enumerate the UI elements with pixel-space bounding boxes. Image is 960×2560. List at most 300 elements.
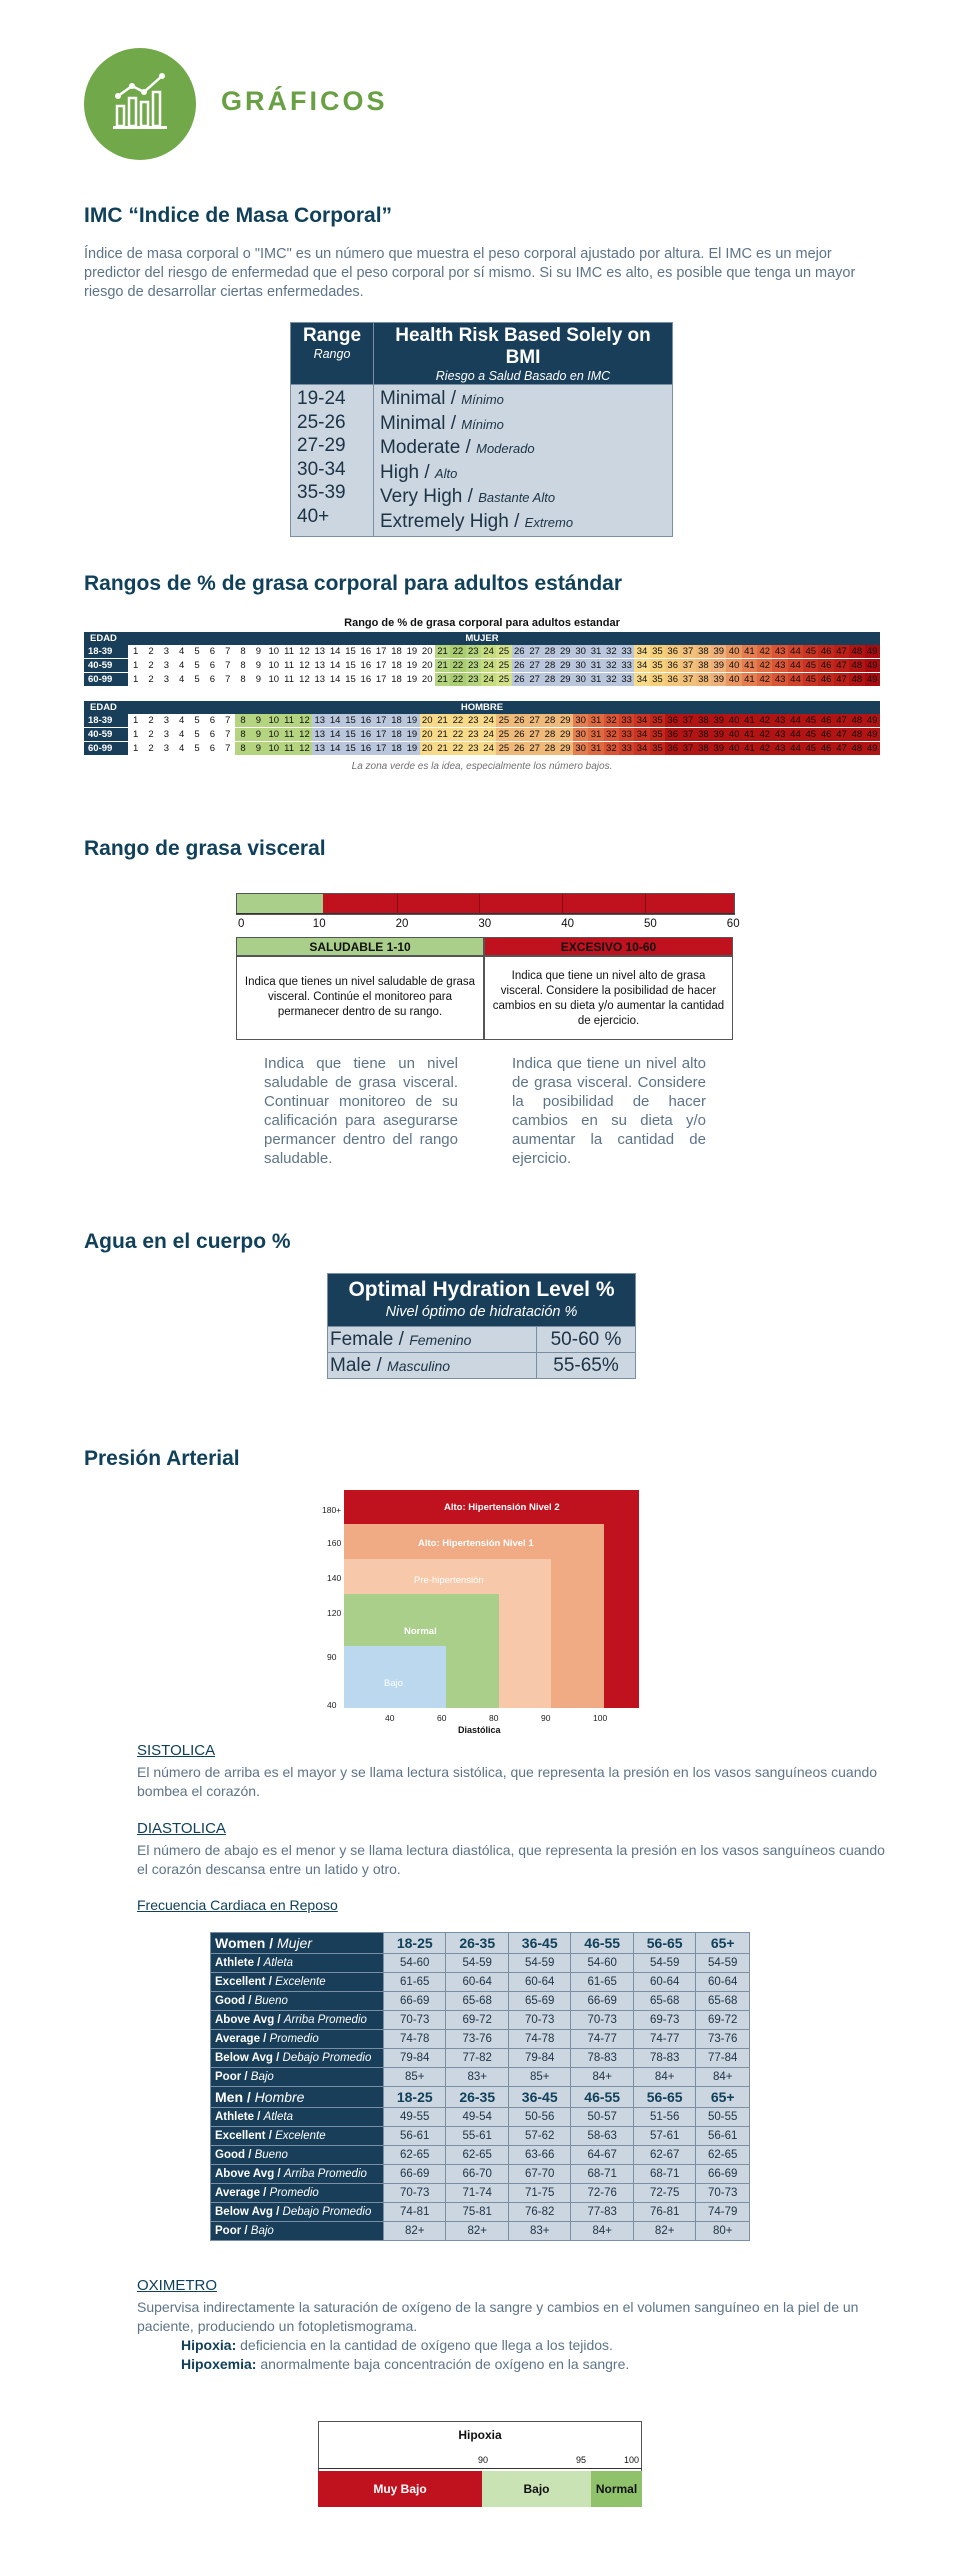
fat-cell: 4 xyxy=(174,742,189,755)
fat-cell: 40 xyxy=(726,673,741,686)
fat-cell: 30 xyxy=(573,659,588,672)
fat-cell: 27 xyxy=(527,645,542,658)
fat-cell: 39 xyxy=(711,742,726,755)
fat-cell: 38 xyxy=(696,728,711,741)
fat-cell: 37 xyxy=(680,742,695,755)
fat-cell: 20 xyxy=(420,714,435,727)
fat-cell: 13 xyxy=(312,728,327,741)
heart-rate-cell: 54-59 xyxy=(446,1954,508,1973)
fat-row xyxy=(84,645,880,658)
fat-group-label: MUJER xyxy=(465,633,499,644)
bp-y-tick: 180+ xyxy=(322,1505,342,1515)
heart-rate-cell: 84+ xyxy=(696,2068,750,2087)
visceral-tick: 50 xyxy=(644,918,657,930)
bp-label-stage1: Alto: Hipertensión Nivel 1 xyxy=(418,1538,534,1549)
fat-cell: 8 xyxy=(235,714,250,727)
heart-rate-cell: 66-69 xyxy=(384,1992,446,2011)
heart-rate-row-label: Above Avg / Arriba Promedio xyxy=(211,2011,384,2030)
bmi-header-range: Range Rango xyxy=(291,323,374,385)
heart-rate-cell: 54-59 xyxy=(633,1954,695,1973)
visceral-bar xyxy=(236,893,735,915)
visceral-heading: Rango de grasa visceral xyxy=(84,837,326,860)
heart-rate-cell: 72-76 xyxy=(571,2184,633,2203)
heart-rate-cell: 77-84 xyxy=(696,2049,750,2068)
heart-rate-table xyxy=(210,1932,750,2241)
heart-rate-cell: 58-63 xyxy=(571,2127,633,2146)
fat-cell: 27 xyxy=(527,728,542,741)
fat-cell: 3 xyxy=(159,714,174,727)
fat-cell: 41 xyxy=(742,742,757,755)
fat-cell: 13 xyxy=(312,742,327,755)
heart-rate-cell: 85+ xyxy=(508,2068,570,2087)
heart-rate-row xyxy=(211,2068,750,2087)
heart-rate-group-header xyxy=(211,2087,750,2108)
fat-cell: 18 xyxy=(389,673,404,686)
fat-cell: 5 xyxy=(189,742,204,755)
fat-cell: 5 xyxy=(189,645,204,658)
heart-rate-cell: 56-61 xyxy=(696,2127,750,2146)
fat-cell: 45 xyxy=(803,645,818,658)
fat-cell: 12 xyxy=(297,714,312,727)
water-heading: Agua en el cuerpo % xyxy=(84,1230,291,1253)
hydration-row xyxy=(328,1327,636,1353)
fat-cell: 35 xyxy=(650,673,665,686)
bp-y-tick: 40 xyxy=(327,1700,337,1710)
bmi-range-value: 27-29 xyxy=(297,435,346,456)
visceral-bar-healthy xyxy=(237,894,323,914)
heart-rate-group-header xyxy=(211,1933,750,1954)
heart-rate-cell: 65-68 xyxy=(446,1992,508,2011)
heart-rate-row-label: Excellent / Excelente xyxy=(211,2127,384,2146)
fat-cell: 44 xyxy=(788,673,803,686)
fat-cell: 6 xyxy=(205,714,220,727)
fat-cell: 31 xyxy=(588,673,603,686)
fat-cell: 19 xyxy=(404,645,419,658)
fat-cell: 3 xyxy=(159,673,174,686)
heart-rate-age-col: 26-35 xyxy=(446,1933,508,1954)
fat-cell: 45 xyxy=(803,728,818,741)
fat-cell: 3 xyxy=(159,659,174,672)
fat-cell: 29 xyxy=(558,728,573,741)
fat-cell: 37 xyxy=(680,673,695,686)
heart-rate-cell: 75-81 xyxy=(446,2203,508,2222)
fat-cell: 17 xyxy=(374,728,389,741)
hydration-value: 55-65% xyxy=(537,1353,636,1379)
heart-rate-cell: 72-75 xyxy=(633,2184,695,2203)
heart-rate-cell: 82+ xyxy=(384,2222,446,2241)
heart-rate-cell: 84+ xyxy=(571,2222,633,2241)
fat-cell: 13 xyxy=(312,714,327,727)
heart-rate-row xyxy=(211,2184,750,2203)
fat-cell: 9 xyxy=(251,742,266,755)
fat-row xyxy=(84,673,880,686)
fat-cell: 22 xyxy=(450,645,465,658)
fat-cell: 30 xyxy=(573,645,588,658)
fat-cell: 1 xyxy=(128,728,143,741)
fat-cell: 29 xyxy=(558,742,573,755)
fat-cell: 10 xyxy=(266,742,281,755)
heart-rate-cell: 71-74 xyxy=(446,2184,508,2203)
fat-cell: 31 xyxy=(588,742,603,755)
fat-heading: Rangos de % de grasa corporal para adultos estándar xyxy=(84,572,622,595)
fat-cell: 30 xyxy=(573,728,588,741)
fat-cell: 46 xyxy=(818,659,833,672)
heart-rate-cell: 69-72 xyxy=(696,2011,750,2030)
bp-x-tick: 40 xyxy=(385,1713,395,1723)
fat-cell: 45 xyxy=(803,742,818,755)
fat-cell: 47 xyxy=(834,659,849,672)
fat-cell: 8 xyxy=(235,659,250,672)
fat-cell: 41 xyxy=(742,728,757,741)
fat-cell: 15 xyxy=(343,742,358,755)
bp-label-pre: Pre-hipertensión xyxy=(414,1575,484,1586)
heart-rate-cell: 49-55 xyxy=(384,2108,446,2127)
heart-rate-cell: 74-77 xyxy=(571,2030,633,2049)
imc-heading: IMC “Indice de Masa Corporal” xyxy=(84,204,393,227)
fat-cell: 17 xyxy=(374,742,389,755)
fat-cell: 44 xyxy=(788,742,803,755)
fat-cell: 20 xyxy=(420,742,435,755)
fat-cell: 37 xyxy=(680,659,695,672)
fat-cell: 39 xyxy=(711,659,726,672)
fat-cell: 42 xyxy=(757,659,772,672)
heart-rate-cell: 83+ xyxy=(508,2222,570,2241)
fat-cell: 31 xyxy=(588,659,603,672)
visceral-tick: 0 xyxy=(238,918,245,930)
heart-rate-cell: 65-68 xyxy=(696,1992,750,2011)
heart-rate-cell: 70-73 xyxy=(384,2184,446,2203)
heart-rate-cell: 77-82 xyxy=(446,2049,508,2068)
fat-age-label: 18-39 xyxy=(84,645,128,658)
fat-cell: 46 xyxy=(818,742,833,755)
heart-rate-cell: 68-71 xyxy=(633,2165,695,2184)
hypoxia-tick-95: 95 xyxy=(576,2455,587,2465)
fat-cell: 34 xyxy=(634,728,649,741)
heart-rate-cell: 74-79 xyxy=(696,2203,750,2222)
heart-rate-age-col: 56-65 xyxy=(633,2087,695,2108)
heart-rate-cell: 50-57 xyxy=(571,2108,633,2127)
fat-cell: 18 xyxy=(389,728,404,741)
heart-rate-cell: 60-64 xyxy=(446,1973,508,1992)
heart-rate-cell: 74-78 xyxy=(384,2030,446,2049)
fat-cell: 16 xyxy=(358,728,373,741)
fat-cell: 34 xyxy=(634,645,649,658)
fat-row xyxy=(84,728,880,741)
fat-cell: 35 xyxy=(650,659,665,672)
fat-cell: 33 xyxy=(619,659,634,672)
fat-cell: 19 xyxy=(404,714,419,727)
diastolic-text: El número de abajo es el menor y se llama lectura diastólica, que representa la presión en los vasos sanguíneos cuando el corazón descansa entre un latido y otro. xyxy=(137,1842,885,1877)
fat-row xyxy=(84,659,880,672)
fat-cell: 21 xyxy=(435,728,450,741)
fat-cell: 5 xyxy=(189,673,204,686)
fat-cell: 31 xyxy=(588,728,603,741)
heart-rate-cell: 54-60 xyxy=(384,1954,446,1973)
logo xyxy=(84,48,196,160)
fat-cell: 25 xyxy=(496,742,511,755)
fat-age-label: 60-99 xyxy=(84,742,128,755)
fat-cell: 18 xyxy=(389,645,404,658)
fat-cell: 23 xyxy=(466,728,481,741)
fat-cell: 38 xyxy=(696,714,711,727)
fat-cell: 1 xyxy=(128,673,143,686)
fat-cell: 36 xyxy=(665,659,680,672)
bp-y-tick: 90 xyxy=(327,1652,337,1662)
fat-cell: 34 xyxy=(634,714,649,727)
heart-rate-row-label: Average / Promedio xyxy=(211,2184,384,2203)
fat-cell: 48 xyxy=(849,645,864,658)
fat-cell: 46 xyxy=(818,728,833,741)
fat-cell: 41 xyxy=(742,659,757,672)
fat-cell: 3 xyxy=(159,728,174,741)
oximetro-text: Supervisa indirectamente la saturación de oxígeno de la sangre y cambios en el volumen sanguíneo en la piel de un paciente, produciendo un fotopletismograma. xyxy=(137,2299,859,2334)
fat-cell: 10 xyxy=(266,645,281,658)
fat-cell: 40 xyxy=(726,659,741,672)
fat-cell: 22 xyxy=(450,742,465,755)
fat-cell: 43 xyxy=(772,673,787,686)
heart-rate-cell: 54-59 xyxy=(696,1954,750,1973)
heart-rate-cell: 56-61 xyxy=(384,2127,446,2146)
fat-cell: 46 xyxy=(818,673,833,686)
hipoxemia-line: Hipoxemia: anormalmente baja concentración de oxígeno en la sangre. xyxy=(181,2356,630,2372)
fat-cell: 18 xyxy=(389,659,404,672)
heart-rate-cell: 57-61 xyxy=(633,2127,695,2146)
heart-rate-cell: 66-69 xyxy=(696,2165,750,2184)
heart-rate-cell: 64-67 xyxy=(571,2146,633,2165)
fat-cell: 27 xyxy=(527,714,542,727)
bp-x-tick: 80 xyxy=(489,1713,499,1723)
heart-rate-cell: 78-83 xyxy=(633,2049,695,2068)
fat-cell: 14 xyxy=(327,728,342,741)
fat-cell: 29 xyxy=(558,673,573,686)
heart-rate-cell: 63-66 xyxy=(508,2146,570,2165)
fat-cell: 36 xyxy=(665,645,680,658)
heart-rate-row-label: Athlete / Atleta xyxy=(211,2108,384,2127)
bp-y-tick: 120 xyxy=(327,1608,342,1618)
fat-cell: 11 xyxy=(281,659,296,672)
heart-rate-row xyxy=(211,2146,750,2165)
heart-rate-cell: 62-65 xyxy=(384,2146,446,2165)
fat-cell: 17 xyxy=(374,714,389,727)
fat-cell: 10 xyxy=(266,673,281,686)
fat-cell: 46 xyxy=(818,714,833,727)
fat-cell: 23 xyxy=(466,659,481,672)
heart-rate-cell: 57-62 xyxy=(508,2127,570,2146)
fat-cell: 26 xyxy=(512,742,527,755)
fat-cell: 43 xyxy=(772,742,787,755)
bmi-risk-value: Very High / Bastante Alto xyxy=(380,486,556,507)
fat-cell: 28 xyxy=(542,714,557,727)
heart-rate-cell: 73-76 xyxy=(446,2030,508,2049)
fat-cell: 18 xyxy=(389,742,404,755)
heart-rate-cell: 70-73 xyxy=(571,2011,633,2030)
fat-cell: 43 xyxy=(772,659,787,672)
fat-cell: 13 xyxy=(312,659,327,672)
fat-cell: 17 xyxy=(374,673,389,686)
fat-cell: 27 xyxy=(527,659,542,672)
fat-cell: 45 xyxy=(803,714,818,727)
heart-rate-row xyxy=(211,2203,750,2222)
fat-cell: 28 xyxy=(542,659,557,672)
fat-group-label: HOMBRE xyxy=(460,702,504,713)
fat-cell: 2 xyxy=(143,645,158,658)
fat-cell: 4 xyxy=(174,645,189,658)
fat-cell: 22 xyxy=(450,714,465,727)
heart-rate-cell: 80+ xyxy=(696,2222,750,2241)
heart-rate-cell: 66-70 xyxy=(446,2165,508,2184)
fat-cell: 32 xyxy=(604,673,619,686)
heart-rate-cell: 82+ xyxy=(446,2222,508,2241)
fat-age-label: 40-59 xyxy=(84,659,128,672)
fat-cell: 34 xyxy=(634,742,649,755)
fat-cell: 20 xyxy=(420,645,435,658)
fat-cell: 33 xyxy=(619,742,634,755)
fat-cell: 40 xyxy=(726,728,741,741)
fat-cell: 26 xyxy=(512,728,527,741)
bp-y-tick: 160 xyxy=(327,1538,342,1548)
fat-cell: 26 xyxy=(512,659,527,672)
fat-cell: 11 xyxy=(281,742,296,755)
heart-rate-cell: 51-56 xyxy=(633,2108,695,2127)
heart-rate-row xyxy=(211,2222,750,2241)
fat-cell: 5 xyxy=(189,714,204,727)
heart-rate-cell: 76-81 xyxy=(633,2203,695,2222)
bmi-risk-value: High / Alto xyxy=(380,461,458,483)
fat-cell: 21 xyxy=(435,714,450,727)
heart-rate-cell: 66-69 xyxy=(571,1992,633,2011)
heart-rate-cell: 61-65 xyxy=(384,1973,446,1992)
fat-cell: 9 xyxy=(251,673,266,686)
fat-cell: 4 xyxy=(174,714,189,727)
heart-rate-cell: 71-75 xyxy=(508,2184,570,2203)
fat-cell: 5 xyxy=(189,728,204,741)
heart-rate-row xyxy=(211,2011,750,2030)
heart-rate-cell: 79-84 xyxy=(508,2049,570,2068)
heart-rate-age-col: 36-45 xyxy=(508,2087,570,2108)
heart-rate-cell: 62-65 xyxy=(446,2146,508,2165)
fat-cell: 25 xyxy=(496,714,511,727)
heart-rate-age-col: 56-65 xyxy=(633,1933,695,1954)
fat-cell: 47 xyxy=(834,673,849,686)
fat-cell: 35 xyxy=(650,728,665,741)
bmi-range-value: 25-26 xyxy=(297,411,346,433)
fat-cell: 12 xyxy=(297,673,312,686)
visceral-healthy-box: Indica que tienes un nivel saludable de grasa visceral. Continúe el monitoreo para permanecer dentro de su rango. xyxy=(236,956,484,1040)
hypoxia-title: Hipoxia xyxy=(458,2428,502,2442)
fat-cell: 49 xyxy=(865,728,880,741)
heart-rate-cell: 85+ xyxy=(384,2068,446,2087)
heart-rate-cell: 70-73 xyxy=(696,2184,750,2203)
fat-cell: 24 xyxy=(481,728,496,741)
visceral-healthy-desc: Indica que tiene un nivel saludable de grasa visceral. Continuar monitoreo de su calificación para asegurarse permancer dentro del rango saludable. xyxy=(264,1055,458,1167)
heart-rate-row-label: Good / Bueno xyxy=(211,2146,384,2165)
diastolic-title: DIASTOLICA xyxy=(137,1820,226,1837)
hydration-header: Optimal Hydration Level % Nivel óptimo de hidratación % xyxy=(328,1274,636,1327)
fat-cell: 43 xyxy=(772,645,787,658)
fat-cell: 3 xyxy=(159,645,174,658)
fat-cell: 47 xyxy=(834,742,849,755)
fat-cell: 15 xyxy=(343,673,358,686)
fat-cell: 35 xyxy=(650,645,665,658)
fat-cell: 9 xyxy=(251,659,266,672)
fat-cell: 14 xyxy=(327,714,342,727)
fat-cell: 39 xyxy=(711,673,726,686)
heart-rate-cell: 69-73 xyxy=(633,2011,695,2030)
bp-chart xyxy=(344,1490,639,1708)
fat-cell: 33 xyxy=(619,714,634,727)
fat-cell: 26 xyxy=(512,714,527,727)
fat-cell: 7 xyxy=(220,714,235,727)
fat-cell: 42 xyxy=(757,714,772,727)
heart-rate-group-label: Women / Mujer xyxy=(211,1933,384,1954)
fat-cell: 24 xyxy=(481,714,496,727)
fat-cell: 9 xyxy=(251,728,266,741)
heart-rate-cell: 65-69 xyxy=(508,1992,570,2011)
fat-cell: 47 xyxy=(834,728,849,741)
bp-y-tick: 140 xyxy=(327,1573,342,1583)
bmi-risk-value: Minimal / Mínimo xyxy=(380,388,504,409)
bp-label-stage2: Alto: Hipertensión Nivel 2 xyxy=(444,1502,560,1513)
bmi-risks xyxy=(374,385,673,537)
fat-cell: 2 xyxy=(143,659,158,672)
fat-cell: 44 xyxy=(788,645,803,658)
fat-cell: 16 xyxy=(358,714,373,727)
heart-rate-cell: 60-64 xyxy=(508,1973,570,1992)
fat-cell: 6 xyxy=(205,673,220,686)
hypoxia-tick-90: 90 xyxy=(478,2455,489,2465)
fat-cell: 3 xyxy=(159,742,174,755)
heart-rate-cell: 70-73 xyxy=(508,2011,570,2030)
fat-cell: 21 xyxy=(435,659,450,672)
chart-icon xyxy=(84,48,196,160)
fat-cell: 30 xyxy=(573,714,588,727)
fat-cell: 11 xyxy=(281,728,296,741)
heart-rate-row xyxy=(211,2030,750,2049)
heart-rate-title: Frecuencia Cardiaca en Reposo xyxy=(137,1897,338,1913)
fat-cell: 24 xyxy=(481,673,496,686)
fat-cell: 42 xyxy=(757,742,772,755)
fat-cell: 24 xyxy=(481,659,496,672)
heart-rate-cell: 73-76 xyxy=(696,2030,750,2049)
fat-cell: 42 xyxy=(757,673,772,686)
bmi-ranges xyxy=(291,385,374,537)
fat-cell: 32 xyxy=(604,645,619,658)
fat-cell: 39 xyxy=(711,714,726,727)
fat-cell: 16 xyxy=(358,742,373,755)
bmi-risk-value: Moderate / Moderado xyxy=(380,437,535,458)
fat-cell: 30 xyxy=(573,742,588,755)
heart-rate-row-label: Below Avg / Debajo Promedio xyxy=(211,2203,384,2222)
fat-cell: 2 xyxy=(143,742,158,755)
fat-cell: 47 xyxy=(834,714,849,727)
visceral-tick: 30 xyxy=(478,918,492,930)
fat-cell: 32 xyxy=(604,659,619,672)
heart-rate-cell: 54-59 xyxy=(508,1954,570,1973)
fat-cell: 7 xyxy=(220,645,235,658)
heart-rate-cell: 74-77 xyxy=(633,2030,695,2049)
heart-rate-cell: 68-71 xyxy=(571,2165,633,2184)
heart-rate-row xyxy=(211,1992,750,2011)
fat-cell: 48 xyxy=(849,742,864,755)
fat-note: La zona verde es la idea, especialmente los número bajos. xyxy=(351,761,613,772)
fat-cell: 49 xyxy=(865,659,880,672)
bmi-risk-value: Extremely High / Extremo xyxy=(380,510,574,532)
bmi-range-value: 30-34 xyxy=(297,458,346,480)
fat-cell: 13 xyxy=(312,645,327,658)
bp-zone-low xyxy=(344,1646,446,1708)
bmi-header-risk: Health Risk Based Solely on BMI Riesgo a Salud Basado en IMC xyxy=(374,323,673,385)
bmi-risk-value: Minimal / Mínimo xyxy=(380,412,504,434)
